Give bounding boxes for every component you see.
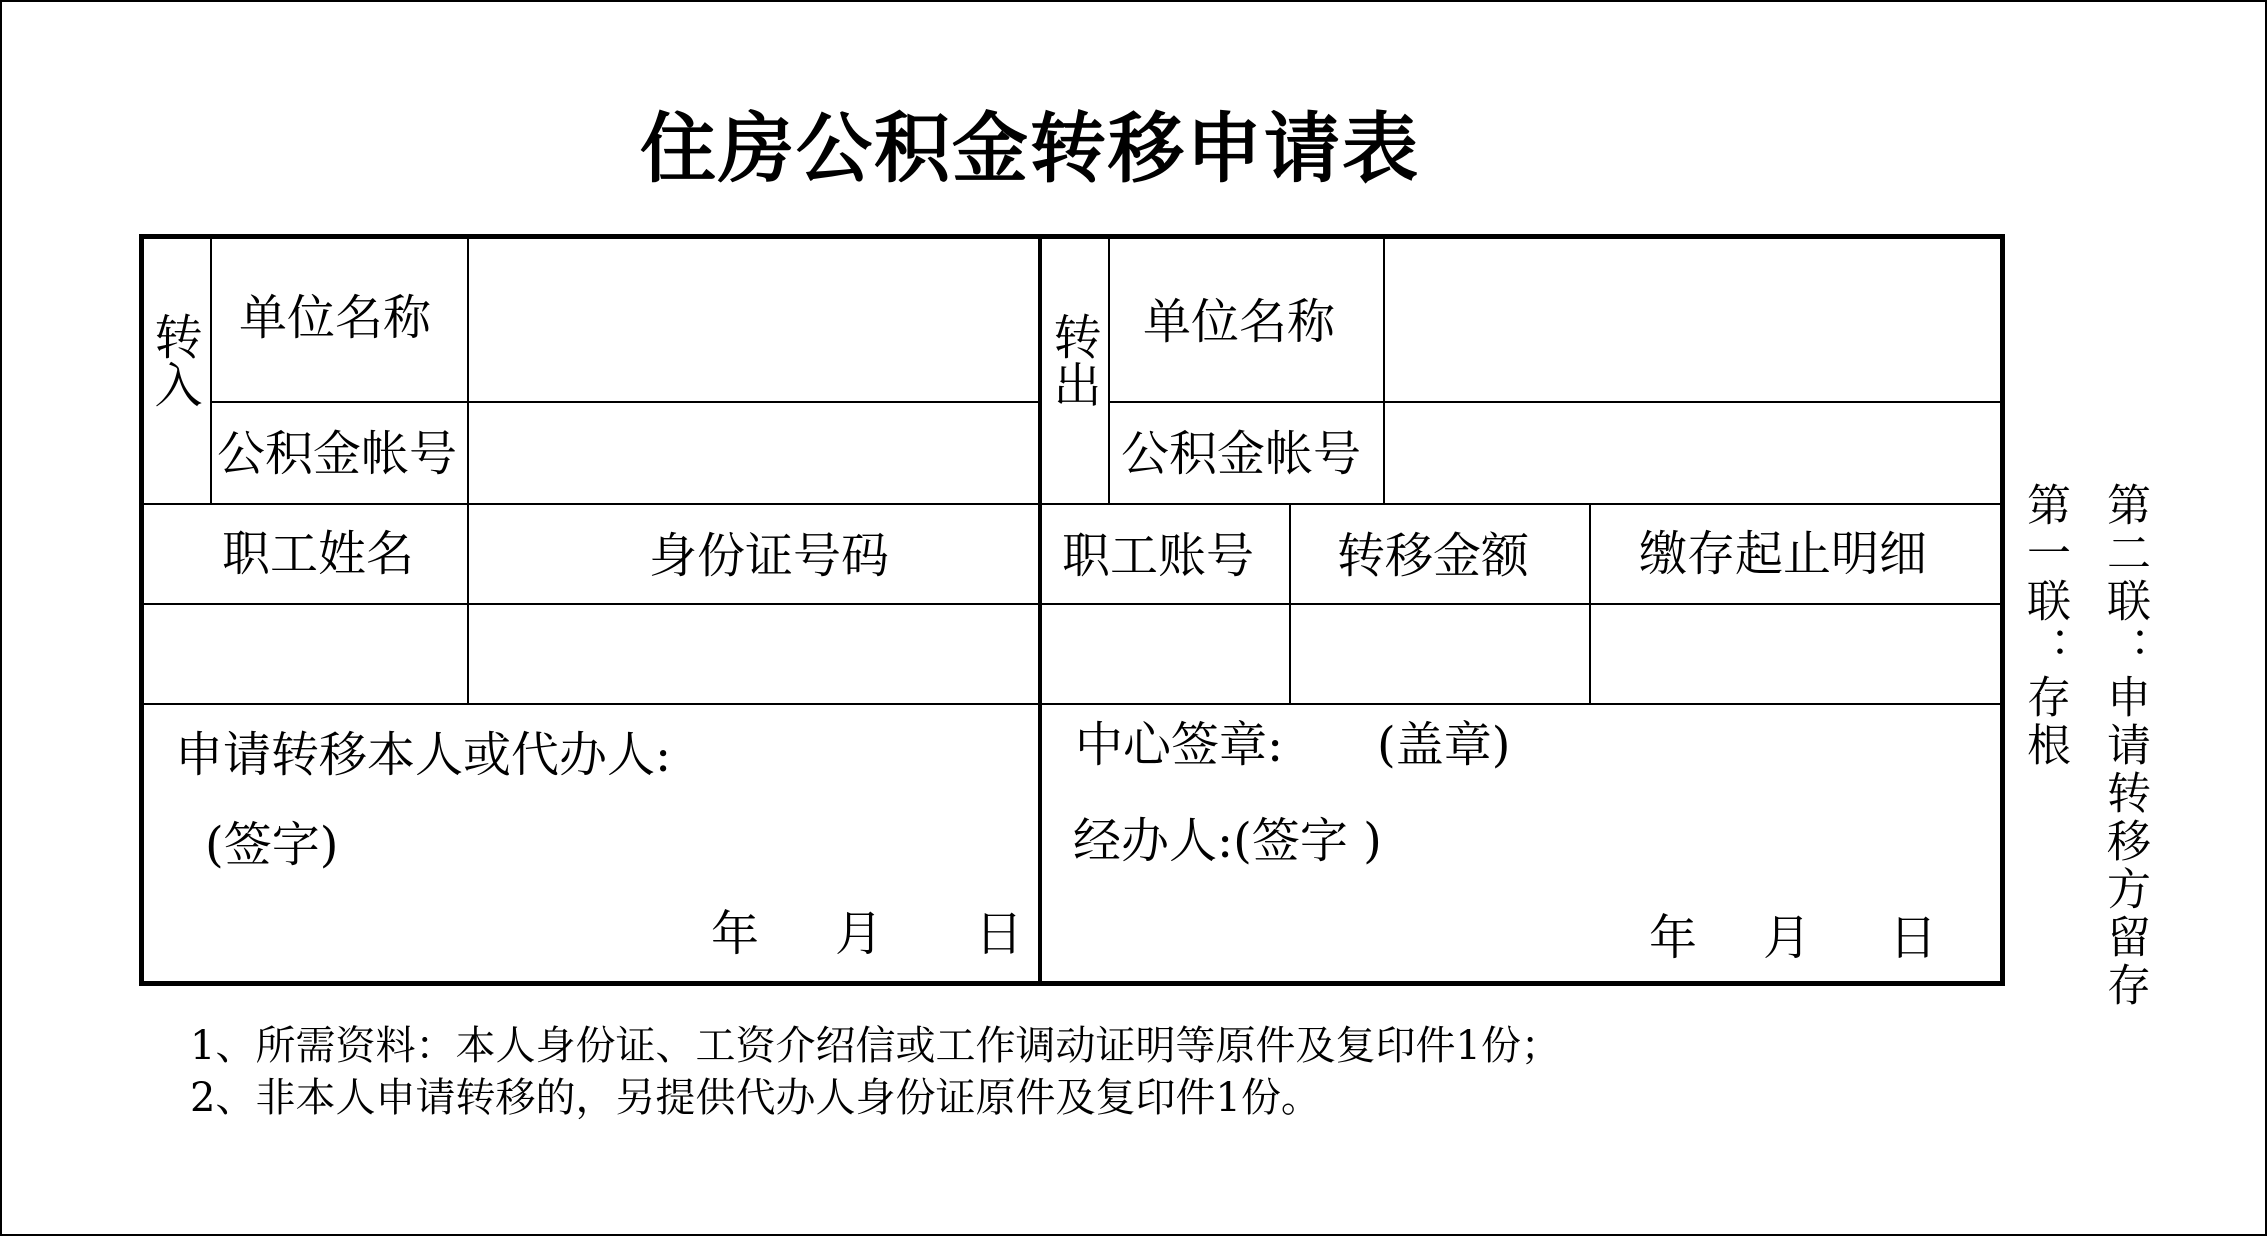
transfer-in-unit-name-label: 单位名称 [239,290,432,346]
transfer-in-unit-name-field[interactable] [491,294,1021,374]
transfer-in-label-divider [210,234,212,503]
transfer-out-field-divider [1383,234,1385,503]
transfer-in-label: 转入 [146,312,202,408]
form-notes [190,1020,1561,1124]
first-copy-label: 第一联：存根 [2019,482,2070,770]
center-year-label: 年 [1649,910,1698,966]
col-divider-3 [1589,503,1591,703]
data-row-bottom [139,703,2005,705]
transfer-out-account-field[interactable] [1409,424,1979,484]
center-seal-note: (盖章) [1377,717,1511,773]
form-title: 住房公积金转移申请表 [640,104,1420,193]
transfer-in-row-divider [210,401,1038,403]
transfer-out-row-divider [1108,401,2005,403]
header-row-bottom [139,603,2005,605]
col-divider-2 [1289,503,1291,703]
transfer-out-account-label: 公积金帐号 [1121,426,1362,482]
center-divider [1038,234,1042,986]
id-number-field[interactable] [484,624,1024,684]
second-copy-label: 第二联：申请转移方留存 [2099,482,2150,1010]
transfer-in-field-divider [467,234,469,503]
employee-account-field[interactable] [1054,624,1274,684]
transfer-in-account-label: 公积金帐号 [217,426,458,482]
applicant-signature-label: (签字) [205,817,339,873]
application-form [139,234,2005,986]
center-day-label: 日 [1889,910,1938,966]
note-item: 2、非本人申请转移的，另提供代办人身份证原件及复印件1份。 [190,1075,1321,1121]
applicant-label: 申请转移本人或代办人: [175,727,672,783]
col-header-employee-account: 职工账号 [1062,528,1255,584]
applicant-year-label: 年 [711,906,760,962]
applicant-day-label: 日 [975,906,1024,962]
applicant-month-label: 月 [835,906,884,962]
deposit-detail-field[interactable] [1604,624,1989,684]
center-handler-label: 经办人:(签字 ) [1073,813,1382,869]
center-month-label: 月 [1763,910,1812,966]
col-header-deposit-detail: 缴存起止明细 [1639,526,1928,582]
transfer-amount-field[interactable] [1304,624,1574,684]
note-item: 1、所需资料：本人身份证、工资介绍信或工作调动证明等原件及复印件1份； [190,1023,1561,1069]
header-row-top [139,503,2005,505]
col-header-employee-name: 职工姓名 [222,526,415,582]
transfer-out-unit-name-field[interactable] [1409,294,1979,374]
employee-name-field[interactable] [159,624,449,684]
col-divider-1 [467,503,469,703]
transfer-in-account-field[interactable] [491,424,1021,484]
col-header-transfer-amount: 转移金额 [1337,528,1530,584]
transfer-out-unit-name-label: 单位名称 [1143,294,1336,350]
transfer-out-label: 转出 [1045,312,1101,408]
center-seal-label: 中心签章: [1075,717,1284,773]
col-header-id-number: 身份证号码 [649,528,890,584]
transfer-out-label-divider [1108,234,1110,503]
